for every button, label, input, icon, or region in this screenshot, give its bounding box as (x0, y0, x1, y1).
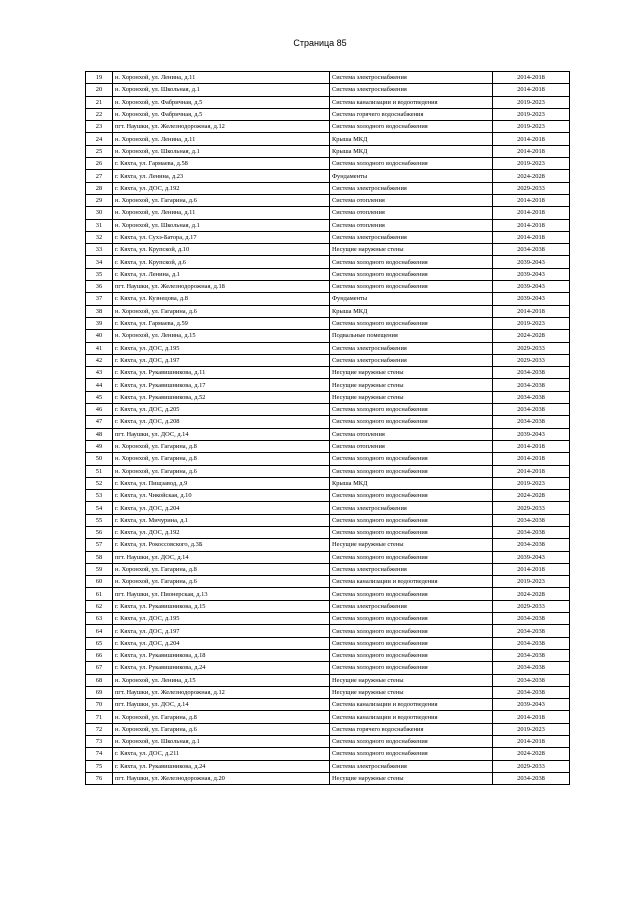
address-cell: пгт. Наушки, ул. Железнодорожная, д.12 (113, 121, 330, 133)
table-row (86, 293, 570, 305)
system-cell: Несущие наружные стены (330, 244, 493, 256)
years-cell: 2034-2038 (493, 674, 570, 686)
table-row (86, 391, 570, 403)
years-cell: 2029-2033 (493, 502, 570, 514)
address-cell: н. Хоронхой, ул. Школьная, д.1 (113, 145, 330, 157)
address-cell: н. Хоронхой, ул. Гагарина, д.6 (113, 305, 330, 317)
row-number-cell: 67 (86, 662, 113, 674)
row-number-cell: 42 (86, 354, 113, 366)
system-cell: Система холодного водоснабжения (330, 551, 493, 563)
table-row (86, 330, 570, 342)
years-cell: 2029-2033 (493, 760, 570, 772)
table-row (86, 379, 570, 391)
system-cell: Крыша МКД (330, 145, 493, 157)
system-cell: Система холодного водоснабжения (330, 625, 493, 637)
years-cell: 2034-2038 (493, 416, 570, 428)
row-number-cell: 64 (86, 625, 113, 637)
address-cell: н. Хоронхой, ул. Гагарина, д.8 (113, 440, 330, 452)
years-cell: 2014-2018 (493, 563, 570, 575)
table-row (86, 354, 570, 366)
row-number-cell: 23 (86, 121, 113, 133)
row-number-cell: 21 (86, 96, 113, 108)
row-number-cell: 28 (86, 182, 113, 194)
address-cell: г. Кяхта, ул. ДОС, д.204 (113, 637, 330, 649)
table-row (86, 133, 570, 145)
system-cell: Система канализации и водоотведения (330, 576, 493, 588)
system-cell: Система канализации и водоотведения (330, 699, 493, 711)
row-number-cell: 39 (86, 317, 113, 329)
table-row (86, 281, 570, 293)
row-number-cell: 51 (86, 465, 113, 477)
system-cell: Крыша МКД (330, 305, 493, 317)
system-cell: Несущие наружные стены (330, 772, 493, 784)
address-cell: г. Кяхта, ул. Рукавишникова, д.11 (113, 367, 330, 379)
row-number-cell: 53 (86, 490, 113, 502)
table-row (86, 268, 570, 280)
row-number-cell: 74 (86, 748, 113, 760)
address-cell: г. Кяхта, ул. Рукавишникова, д.18 (113, 649, 330, 661)
system-cell: Система электроснабжения (330, 231, 493, 243)
table-body (86, 72, 570, 785)
years-cell: 2024-2028 (493, 588, 570, 600)
system-cell: Система отопления (330, 219, 493, 231)
years-cell: 2039-2043 (493, 268, 570, 280)
years-cell: 2034-2038 (493, 649, 570, 661)
address-cell: пгт. Наушки, ул. ДОС, д.14 (113, 428, 330, 440)
row-number-cell: 50 (86, 453, 113, 465)
row-number-cell: 38 (86, 305, 113, 317)
address-cell: н. Хоронхой, ул. Гагарина, д.6 (113, 465, 330, 477)
address-cell: н. Хоронхой, ул. Ленина, д.11 (113, 207, 330, 219)
row-number-cell: 75 (86, 760, 113, 772)
row-number-cell: 59 (86, 563, 113, 575)
address-cell: г. Кяхта, ул. Крупской, д.10 (113, 244, 330, 256)
system-cell: Система холодного водоснабжения (330, 490, 493, 502)
system-cell: Система холодного водоснабжения (330, 588, 493, 600)
system-cell: Система холодного водоснабжения (330, 748, 493, 760)
address-cell: г. Кяхта, ул. ДОС, д.195 (113, 342, 330, 354)
table-row (86, 207, 570, 219)
address-cell: н. Хоронхой, ул. Гагарина, д.8 (113, 563, 330, 575)
address-cell: н. Хоронхой, ул. Ленина, д.11 (113, 72, 330, 84)
years-cell: 2039-2043 (493, 256, 570, 268)
years-cell: 2034-2038 (493, 637, 570, 649)
years-cell: 2014-2018 (493, 194, 570, 206)
years-cell: 2039-2043 (493, 428, 570, 440)
system-cell: Система электроснабжения (330, 600, 493, 612)
row-number-cell: 61 (86, 588, 113, 600)
table-row (86, 674, 570, 686)
address-cell: г. Кяхта, ул. ДОС, д.197 (113, 625, 330, 637)
row-number-cell: 76 (86, 772, 113, 784)
table-row (86, 502, 570, 514)
years-cell: 2014-2018 (493, 145, 570, 157)
system-cell: Несущие наружные стены (330, 674, 493, 686)
years-cell: 2029-2033 (493, 182, 570, 194)
system-cell: Система канализации и водоотведения (330, 96, 493, 108)
years-cell: 2019-2023 (493, 96, 570, 108)
address-cell: н. Хоронхой, ул. Фабричная, д.5 (113, 108, 330, 120)
table-row (86, 748, 570, 760)
address-cell: г. Кяхта, ул. ДОС, д.195 (113, 613, 330, 625)
system-cell: Система холодного водоснабжения (330, 736, 493, 748)
address-cell: г. Кяхта, ул. Сухэ-Батора, д.17 (113, 231, 330, 243)
table-row (86, 404, 570, 416)
system-cell: Система холодного водоснабжения (330, 514, 493, 526)
table-row (86, 477, 570, 489)
row-number-cell: 54 (86, 502, 113, 514)
address-cell: г. Кяхта, ул. Пищзавод, д.9 (113, 477, 330, 489)
system-cell: Крыша МКД (330, 477, 493, 489)
table-row (86, 182, 570, 194)
table-row (86, 428, 570, 440)
system-cell: Подвальные помещения (330, 330, 493, 342)
system-cell: Система канализации и водоотведения (330, 711, 493, 723)
years-cell: 2014-2018 (493, 465, 570, 477)
system-cell: Система холодного водоснабжения (330, 158, 493, 170)
system-cell: Несущие наружные стены (330, 391, 493, 403)
page-header: Страница 85 (293, 38, 347, 48)
row-number-cell: 19 (86, 72, 113, 84)
table-row (86, 416, 570, 428)
years-cell: 2014-2018 (493, 305, 570, 317)
row-number-cell: 68 (86, 674, 113, 686)
years-cell: 2034-2038 (493, 244, 570, 256)
system-cell: Система холодного водоснабжения (330, 268, 493, 280)
row-number-cell: 49 (86, 440, 113, 452)
address-cell: н. Хоронхой, ул. Гагарина, д.6 (113, 723, 330, 735)
table-row (86, 453, 570, 465)
years-cell: 2034-2038 (493, 514, 570, 526)
years-cell: 2014-2018 (493, 736, 570, 748)
row-number-cell: 30 (86, 207, 113, 219)
system-cell: Фундаменты (330, 170, 493, 182)
address-cell: г. Кяхта, ул. ДОС, д.205 (113, 404, 330, 416)
row-number-cell: 55 (86, 514, 113, 526)
row-number-cell: 24 (86, 133, 113, 145)
table-row (86, 108, 570, 120)
row-number-cell: 46 (86, 404, 113, 416)
row-number-cell: 40 (86, 330, 113, 342)
row-number-cell: 32 (86, 231, 113, 243)
row-number-cell: 73 (86, 736, 113, 748)
system-cell: Система холодного водоснабжения (330, 613, 493, 625)
address-cell: г. Кяхта, ул. Ленина, д.1 (113, 268, 330, 280)
table-row (86, 244, 570, 256)
table-row (86, 84, 570, 96)
years-cell: 2034-2038 (493, 772, 570, 784)
table-row (86, 588, 570, 600)
table-row (86, 256, 570, 268)
system-cell: Система холодного водоснабжения (330, 317, 493, 329)
address-cell: пгт. Наушки, ул. ДОС, д.14 (113, 699, 330, 711)
row-number-cell: 22 (86, 108, 113, 120)
address-cell: пгт. Наушки, ул. ДОС, д.14 (113, 551, 330, 563)
years-cell: 2019-2023 (493, 317, 570, 329)
system-cell: Несущие наружные стены (330, 686, 493, 698)
row-number-cell: 45 (86, 391, 113, 403)
years-cell: 2034-2038 (493, 526, 570, 538)
system-cell: Система электроснабжения (330, 354, 493, 366)
address-cell: г. Кяхта, ул. ДОС, д.204 (113, 502, 330, 514)
years-cell: 2034-2038 (493, 662, 570, 674)
address-cell: г. Кяхта, ул. Гармаева, д.58 (113, 158, 330, 170)
row-number-cell: 34 (86, 256, 113, 268)
table-row (86, 600, 570, 612)
address-cell: г. Кяхта, ул. Рукавишникова, д.17 (113, 379, 330, 391)
years-cell: 2034-2038 (493, 539, 570, 551)
repair-schedule-table (85, 71, 570, 785)
address-cell: н. Хоронхой, ул. Гагарина, д.8 (113, 711, 330, 723)
years-cell: 2024-2028 (493, 330, 570, 342)
system-cell: Система холодного водоснабжения (330, 453, 493, 465)
system-cell: Крыша МКД (330, 133, 493, 145)
system-cell: Система холодного водоснабжения (330, 256, 493, 268)
address-cell: н. Хоронхой, ул. Школьная, д.1 (113, 736, 330, 748)
system-cell: Система холодного водоснабжения (330, 121, 493, 133)
address-cell: н. Хоронхой, ул. Школьная, д.1 (113, 84, 330, 96)
address-cell: пгт. Наушки, ул. Железнодорожная, д.20 (113, 772, 330, 784)
years-cell: 2019-2023 (493, 158, 570, 170)
system-cell: Несущие наружные стены (330, 367, 493, 379)
table-row (86, 539, 570, 551)
years-cell: 2029-2033 (493, 354, 570, 366)
row-number-cell: 66 (86, 649, 113, 661)
system-cell: Система электроснабжения (330, 84, 493, 96)
address-cell: г. Кяхта, ул. ДОС, д.197 (113, 354, 330, 366)
row-number-cell: 35 (86, 268, 113, 280)
row-number-cell: 48 (86, 428, 113, 440)
table-row (86, 649, 570, 661)
row-number-cell: 41 (86, 342, 113, 354)
years-cell: 2014-2018 (493, 219, 570, 231)
table-row (86, 760, 570, 772)
years-cell: 2014-2018 (493, 133, 570, 145)
row-number-cell: 58 (86, 551, 113, 563)
address-cell: н. Хоронхой, ул. Гагарина, д.6 (113, 194, 330, 206)
years-cell: 2014-2018 (493, 207, 570, 219)
years-cell: 2014-2018 (493, 231, 570, 243)
row-number-cell: 57 (86, 539, 113, 551)
address-cell: г. Кяхта, ул. Рукавишникова, д.24 (113, 760, 330, 772)
row-number-cell: 69 (86, 686, 113, 698)
address-cell: пгт. Наушки, ул. Пионерская, д.13 (113, 588, 330, 600)
row-number-cell: 60 (86, 576, 113, 588)
years-cell: 2019-2023 (493, 576, 570, 588)
row-number-cell: 62 (86, 600, 113, 612)
system-cell: Система холодного водоснабжения (330, 649, 493, 661)
table-row (86, 563, 570, 575)
row-number-cell: 37 (86, 293, 113, 305)
years-cell: 2039-2043 (493, 551, 570, 563)
system-cell: Система электроснабжения (330, 182, 493, 194)
years-cell: 2024-2028 (493, 748, 570, 760)
years-cell: 2034-2038 (493, 367, 570, 379)
row-number-cell: 36 (86, 281, 113, 293)
system-cell: Система холодного водоснабжения (330, 281, 493, 293)
address-cell: г. Кяхта, ул. ДОС, д.192 (113, 182, 330, 194)
system-cell: Система горячего водоснабжения (330, 108, 493, 120)
row-number-cell: 33 (86, 244, 113, 256)
table-row (86, 576, 570, 588)
address-cell: г. Кяхта, ул. ДОС, д.192 (113, 526, 330, 538)
address-cell: г. Кяхта, ул. Чикойская, д.10 (113, 490, 330, 502)
system-cell: Система электроснабжения (330, 72, 493, 84)
system-cell: Система холодного водоснабжения (330, 662, 493, 674)
table-row (86, 613, 570, 625)
table-row (86, 342, 570, 354)
address-cell: н. Хоронхой, ул. Гагарина, д.6 (113, 576, 330, 588)
system-cell: Фундаменты (330, 293, 493, 305)
row-number-cell: 31 (86, 219, 113, 231)
table-row (86, 711, 570, 723)
table-row (86, 158, 570, 170)
system-cell: Система отопления (330, 428, 493, 440)
address-cell: г. Кяхта, ул. Кузнецова, д.8 (113, 293, 330, 305)
address-cell: г. Кяхта, ул. Мичурина, д.1 (113, 514, 330, 526)
table-row (86, 170, 570, 182)
system-cell: Система отопления (330, 194, 493, 206)
system-cell: Система электроснабжения (330, 502, 493, 514)
years-cell: 2039-2043 (493, 699, 570, 711)
address-cell: г. Кяхта, ул. ДОС, д.208 (113, 416, 330, 428)
table-row (86, 72, 570, 84)
address-cell: н. Хоронхой, ул. Фабричная, д.5 (113, 96, 330, 108)
years-cell: 2014-2018 (493, 440, 570, 452)
address-cell: г. Кяхта, ул. Рукавишникова, д.52 (113, 391, 330, 403)
table-row (86, 367, 570, 379)
system-cell: Система отопления (330, 207, 493, 219)
address-cell: г. Кяхта, ул. Крупской, д.6 (113, 256, 330, 268)
years-cell: 2014-2018 (493, 72, 570, 84)
years-cell: 2014-2018 (493, 453, 570, 465)
years-cell: 2039-2043 (493, 281, 570, 293)
years-cell: 2019-2023 (493, 477, 570, 489)
address-cell: н. Хоронхой, ул. Гагарина, д.8 (113, 453, 330, 465)
system-cell: Система холодного водоснабжения (330, 404, 493, 416)
system-cell: Система холодного водоснабжения (330, 416, 493, 428)
address-cell: н. Хоронхой, ул. Ленина, д.15 (113, 330, 330, 342)
years-cell: 2034-2038 (493, 686, 570, 698)
years-cell: 2029-2033 (493, 600, 570, 612)
table-row (86, 699, 570, 711)
row-number-cell: 26 (86, 158, 113, 170)
address-cell: г. Кяхта, ул. Рукавишникова, д.24 (113, 662, 330, 674)
years-cell: 2039-2043 (493, 293, 570, 305)
table-row (86, 440, 570, 452)
row-number-cell: 70 (86, 699, 113, 711)
system-cell: Система горячего водоснабжения (330, 723, 493, 735)
table-row (86, 551, 570, 563)
system-cell: Система холодного водоснабжения (330, 637, 493, 649)
address-cell: пгт. Наушки, ул. Железнодорожная, д.12 (113, 686, 330, 698)
years-cell: 2019-2023 (493, 723, 570, 735)
row-number-cell: 29 (86, 194, 113, 206)
years-cell: 2034-2038 (493, 613, 570, 625)
table-row (86, 465, 570, 477)
system-cell: Система электроснабжения (330, 342, 493, 354)
system-cell: Несущие наружные стены (330, 539, 493, 551)
table-row (86, 686, 570, 698)
table-row (86, 637, 570, 649)
row-number-cell: 56 (86, 526, 113, 538)
table-row (86, 723, 570, 735)
address-cell: пгт. Наушки, ул. Железнодорожная, д.18 (113, 281, 330, 293)
row-number-cell: 52 (86, 477, 113, 489)
system-cell: Система холодного водоснабжения (330, 526, 493, 538)
address-cell: г. Кяхта, ул. ДОС, д.211 (113, 748, 330, 760)
address-cell: г. Кяхта, ул. Рокоссовского, д.3Б (113, 539, 330, 551)
system-cell: Несущие наружные стены (330, 379, 493, 391)
address-cell: г. Кяхта, ул. Ленина, д.23 (113, 170, 330, 182)
address-cell: н. Хоронхой, ул. Ленина, д.11 (113, 133, 330, 145)
years-cell: 2034-2038 (493, 391, 570, 403)
row-number-cell: 71 (86, 711, 113, 723)
years-cell: 2014-2018 (493, 84, 570, 96)
table-row (86, 121, 570, 133)
table-row (86, 772, 570, 784)
table-row (86, 317, 570, 329)
row-number-cell: 65 (86, 637, 113, 649)
table-row (86, 490, 570, 502)
address-cell: н. Хоронхой, ул. Школьная, д.1 (113, 219, 330, 231)
table-row (86, 145, 570, 157)
years-cell: 2024-2028 (493, 490, 570, 502)
table-row (86, 625, 570, 637)
table-row (86, 514, 570, 526)
row-number-cell: 20 (86, 84, 113, 96)
years-cell: 2034-2038 (493, 404, 570, 416)
table-row (86, 219, 570, 231)
system-cell: Система холодного водоснабжения (330, 465, 493, 477)
system-cell: Система электроснабжения (330, 563, 493, 575)
system-cell: Система электроснабжения (330, 760, 493, 772)
address-cell: г. Кяхта, ул. Рукавишникова, д.15 (113, 600, 330, 612)
table-row (86, 736, 570, 748)
table-row (86, 231, 570, 243)
years-cell: 2019-2023 (493, 121, 570, 133)
table-row (86, 96, 570, 108)
row-number-cell: 27 (86, 170, 113, 182)
row-number-cell: 25 (86, 145, 113, 157)
row-number-cell: 72 (86, 723, 113, 735)
row-number-cell: 47 (86, 416, 113, 428)
years-cell: 2029-2033 (493, 342, 570, 354)
years-cell: 2034-2038 (493, 379, 570, 391)
years-cell: 2019-2023 (493, 108, 570, 120)
table-row (86, 526, 570, 538)
address-cell: г. Кяхта, ул. Гармаева, д.59 (113, 317, 330, 329)
row-number-cell: 43 (86, 367, 113, 379)
table-row (86, 305, 570, 317)
system-cell: Система отопления (330, 440, 493, 452)
years-cell: 2034-2038 (493, 625, 570, 637)
years-cell: 2014-2018 (493, 711, 570, 723)
table-row (86, 194, 570, 206)
row-number-cell: 63 (86, 613, 113, 625)
table-row (86, 662, 570, 674)
years-cell: 2024-2028 (493, 170, 570, 182)
row-number-cell: 44 (86, 379, 113, 391)
address-cell: н. Хоронхой, ул. Ленина, д.15 (113, 674, 330, 686)
